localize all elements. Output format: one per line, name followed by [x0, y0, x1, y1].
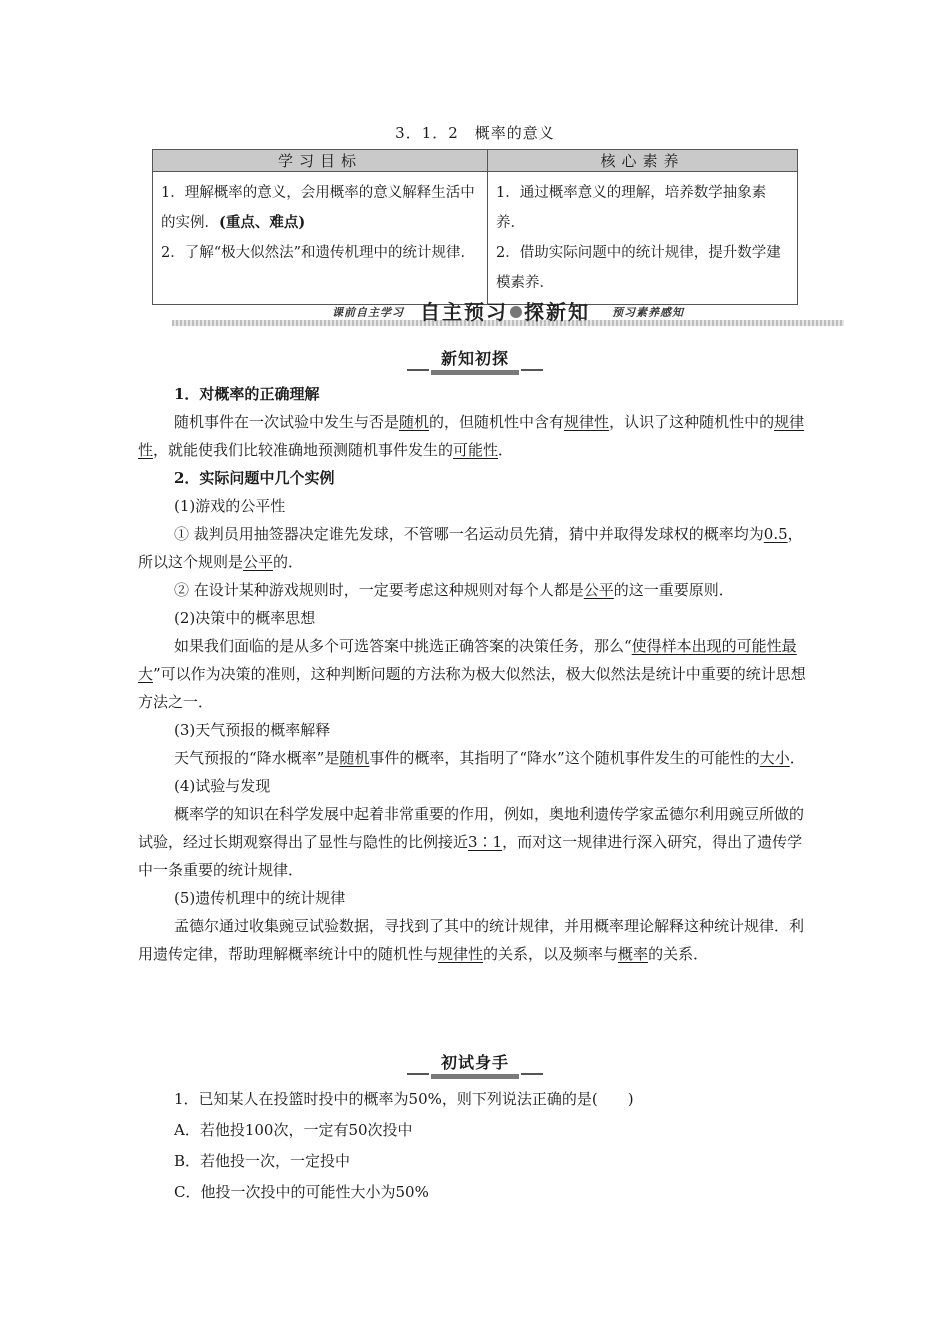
section-label-try: 初试身手: [0, 1052, 950, 1076]
section-try: [138, 1084, 816, 1208]
heading-2: 2．实际问题中几个实例: [174, 469, 335, 487]
goals-table: [152, 149, 798, 305]
option-c: C．他投一次投中的可能性大小为50%: [174, 1183, 429, 1201]
item-5-title: (5)遗传机理中的统计规律: [174, 889, 346, 907]
item-3-title: (3)天气预报的概率解释: [174, 721, 331, 739]
option-a: A．若他投100次，一定有50次投中: [174, 1121, 413, 1139]
question-1: 1．已知某人在投篮时投中的概率为50%，则下列说法正确的是( ): [174, 1090, 634, 1108]
page-title: 3．1．2 概率的意义: [395, 124, 555, 142]
item-1-paragraph-2: ② 在设计某种游戏规则时，一定要考虑这种规则对每个人都是公平的这一重要原则．: [174, 581, 734, 599]
option-b: B．若他投一次，一定投中: [174, 1152, 351, 1170]
paragraph-1: 随机事件在一次试验中发生与否是随机的，但随机性中含有规律性，认识了这种随机性中的规律性，就能使我们比较准确地预测随机事件发生的可能性．: [138, 413, 805, 459]
heading-1: 1．对概率的正确理解: [174, 385, 320, 403]
learning-goal-1: 1．理解概率的意义，会用概率的意义解释生活中的实例．(重点、难点): [161, 185, 475, 231]
item-1-title: (1)游戏的公平性: [174, 497, 286, 515]
banner-right-label: 预习素养感知: [612, 306, 684, 319]
banner-left-label: 课前自主学习: [332, 306, 404, 319]
core-literacy-cell: [488, 172, 798, 305]
item-4-paragraph: 概率学的知识在科学发展中起着非常重要的作用，例如，奥地利遗传学家孟德尔利用豌豆所做的试验，经过长期观察得出了显性与隐性的比例接近3∶1，而对这一规律进行深入研究，得出了遗传学中一条重要的统计规律．: [138, 805, 805, 879]
section-new-knowledge: [138, 380, 816, 968]
item-2-paragraph: 如果我们面临的是从多个可选答案中挑选正确答案的决策任务，那么“使得样本出现的可能性最大”可以作为决策的准则，这种判断问题的方法称为极大似然法，极大似然法是统计中重要的统计思想方法之一．: [138, 637, 806, 711]
core-literacy-1: 1．通过概率意义的理解，培养数学抽象素养．: [496, 185, 767, 231]
banner-dot-icon: [510, 306, 522, 318]
key-point-label: (重点、难点): [219, 214, 306, 231]
item-3-paragraph: 天气预报的“降水概率”是随机事件的概率，其指明了“降水”这个随机事件发生的可能性的大小．: [174, 749, 805, 767]
section-label-new-knowledge: 新知初探: [0, 348, 950, 372]
banner-title: 自主预习 探新知: [420, 300, 590, 324]
section-banner: [172, 296, 844, 332]
core-literacy-2: 2．借助实际问题中的统计规律，提升数学建模素养．: [496, 245, 781, 291]
item-5-paragraph: 孟德尔通过收集豌豆试验数据，寻找到了其中的统计规律，并用概率理论解释这种统计规律．利用遗传定律，帮助理解概率统计中的随机性与规律性的关系，以及频率与概率的关系．: [138, 917, 805, 963]
item-2-title: (2)决策中的概率思想: [174, 609, 316, 627]
goals-header-learning: 学习目标: [153, 150, 488, 172]
goals-header-core: 核心素养: [488, 150, 798, 172]
item-1-paragraph-1: ① 裁判员用抽签器决定谁先发球，不管哪一名运动员先猜，猜中并取得发球权的概率均为0.5，所以这个规则是公平的．: [138, 525, 803, 571]
learning-goals-cell: [153, 172, 488, 305]
item-4-title: (4)试验与发现: [174, 777, 271, 795]
learning-goal-2: 2．了解“极大似然法”和遗传机理中的统计规律．: [161, 245, 476, 261]
